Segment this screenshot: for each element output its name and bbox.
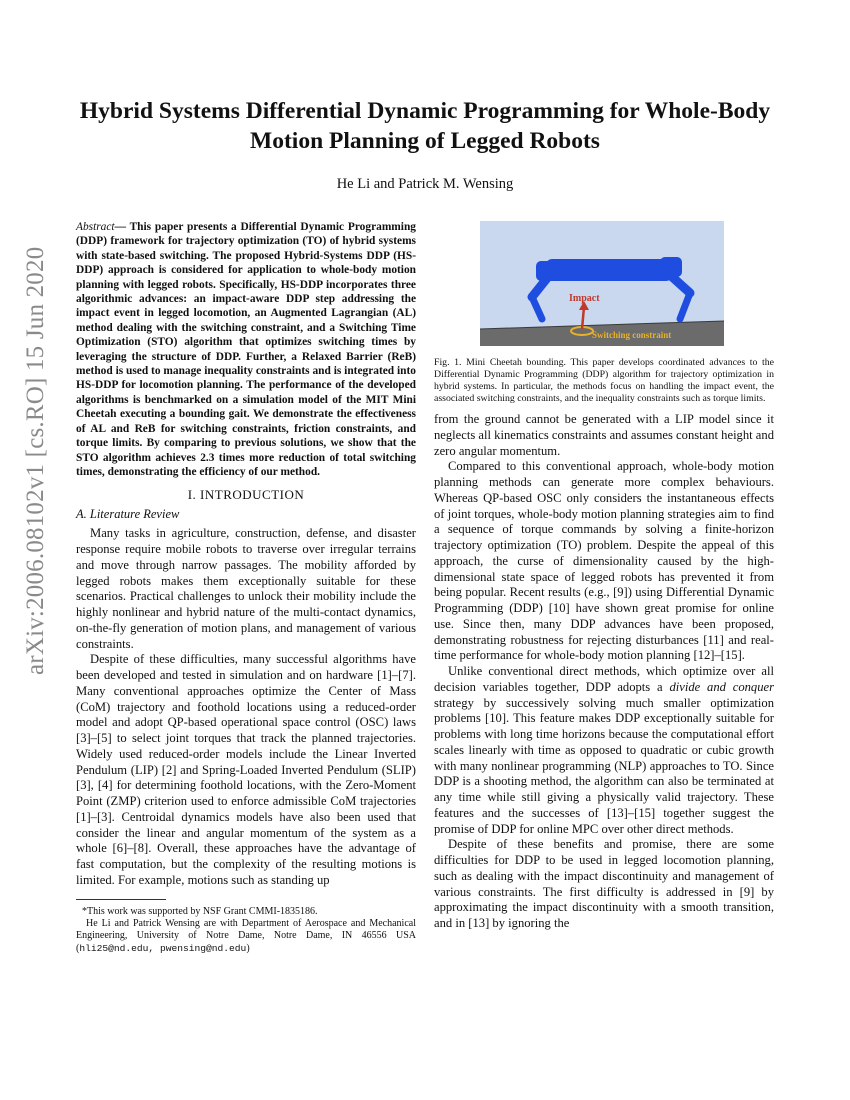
figure-caption: Fig. 1. Mini Cheetah bounding. This paper develops coordinated advances to the Differential Dynamic Programming (DDP) algorithm for trajectory optimization in hybrid systems. In particular, the methods focus on handling the impact event, the associated switching constraints, and the inequality constraints such as torque limits. <box>434 357 774 404</box>
switching-constraint-label: Switching constraint <box>592 330 672 340</box>
paper-authors: He Li and Patrick M. Wensing <box>336 176 514 192</box>
impact-label: Impact <box>569 293 600 304</box>
left-column <box>76 220 416 955</box>
subsection-heading-literature-review: A. Literature Review <box>76 507 180 522</box>
paper-title <box>60 96 790 156</box>
ddp-text-b: strategy by successively solving much smaller optimization problems [10]. This feature makes DDP exceptionally suitable for problems with long time horizons because the computational effort scales linearly with time as opposed to quadratic or cubic growth with many nonlinear programming (NLP) approaches to TO. Since DDP is a shooting method, the algorithm can also be terminated at any time while still giving a physically valid trajectory. These features and the successes of [13]–[15] together suggest the promise of DDP for online MPC over other direct methods. <box>434 695 774 836</box>
paragraph-whole-body: Compared to this conventional approach, whole-body motion planning methods can generate more complex behaviours. Whereas QP-based OSC only considers the instantaneous effects of joint torques, whole-body motion planning strategies aim to find a sequence of torque commands by solving a finite-horizon trajectory optimization (TO) problem. Despite the appeal of this approach, the curse of dimensionality caused by the high-dimensional state space of legged robots has prevented it from being popular. Recent results (e.g., [9]) using Differential Dynamic Programming (DDP) [10] have shown great promise for online use. Since then, many DDP advances have been proposed, demonstrating robustness for rejecting disturbances [11] and real-time performance for whole-body motion planning [12]–[15]. <box>434 459 774 663</box>
abstract-text: — This paper presents a Differential Dynamic Programming (DDP) framework for trajectory optimization (TO) of hybrid systems with state-based switching. The proposed Hybrid-Systems DDP (HS-DDP) approach is considered for application to whole-body motion planning with legged robots. Specifically, HS-DDP incorporates three algorithmic advances: an impact-aware DDP step addressing the impact event in legged locomotion, an Augmented Lagrangian (AL) method dealing with the switching constraint, and a Switching Time Optimization (STO) algorithm that optimizes switching times by leveraging the structure of DDP. Further, a Relaxed Barrier (ReB) method is used to manage inequality constraints and is integrated into HS-DDP for locomotion planning. The performance of the developed algorithms is benchmarked on a simulation model of the MIT Mini Cheetah executing a bounding gait. We demonstrate the effectiveness of AL and ReB for switching constraints, friction constraints, and torque limits. By comparing to previous solutions, we show that the STO algorithm achieves 2.3 times more reduction of total switching times, demonstrating the efficiency of our method. <box>76 221 416 478</box>
title-line-2: Motion Planning of Legged Robots <box>250 128 600 154</box>
ddp-emphasis: divide and conquer <box>669 679 774 694</box>
title-line-1: Hybrid Systems Differential Dynamic Programming for Whole-Body <box>79 98 771 124</box>
paragraph-intro-1: Many tasks in agriculture, construction, defense, and disaster response require mobile robots to traverse over irregular terrains and move through narrow passages. The mobility afforded by legged robots makes them exceptionally suitable for these scenarios. Practical challenges to unlock their mobility include the highly nonlinear and hybrid nature of the multi-contact dynamics, on-the-fly generation of motion plans, and management of various constraints. <box>76 526 416 651</box>
author-emails: hli25@nd.edu, pwensing@nd.edu <box>79 942 247 954</box>
paragraph-continued: from the ground cannot be generated with a LIP model since it neglects all kinematics constraints and assumes constant height and zero angular momentum. <box>434 412 774 458</box>
robot-body <box>546 259 672 281</box>
affiliation-text: He Li and Patrick Wensing are with Department of Aerospace and Mechanical Engineering, University of Notre Dame, Notre Dame, IN 46556 USA ( <box>76 917 416 954</box>
footnote-divider <box>76 899 166 900</box>
paragraph-intro-2: Despite of these difficulties, many successful algorithms have been developed and tested in simulation and on hardware [1]–[7]. Many conventional approaches optimize the Center of Mass (CoM) trajectory and foothold locations using a reduced-order model and adopt QP-based operational space control (OSC) laws [3]–[5] to select joint torques that track the planned trajectories. Widely used reduced-order models include the Linear Inverted Pendulum (LIP) [2] and Spring-Loaded Inverted Pendulum (SLIP) [3], [4] for determining foothold locations, with the Zero-Moment Point (ZMP) criterion used to enforce admissible CoM trajectories [1]–[3]. Centroidal dynamics models have also been used that consider the linear and angular momentum of the system as a whole [6]–[8]. Overall, these approaches have the advantage of fast computation, but the complexity of the resulting motions is limited. For example, motions such as standing up <box>76 652 416 887</box>
right-column <box>434 220 774 932</box>
figure-mini-cheetah <box>434 221 772 346</box>
section-heading-introduction: I. INTRODUCTION <box>187 487 305 503</box>
footnote-affiliation <box>76 918 416 955</box>
affiliation-close: ) <box>246 942 250 954</box>
footnote-support: *This work was supported by NSF Grant CMMI-1835186. <box>82 905 318 917</box>
paragraph-ddp-advantages <box>434 664 774 837</box>
paragraph-ddp-difficulties: Despite of these benefits and promise, there are some difficulties for DDP to be used in legged locomotion planning, such as dealing with the impact discontinuity and management of various constraints. The first difficulty is addressed in [9] by approximating the impact discontinuity with a smooth transition, and in [13] by ignoring the <box>434 837 774 930</box>
arxiv-identifier: arXiv:2006.08102v1 [cs.RO] 15 Jun 2020 <box>22 246 49 675</box>
abstract-lead: Abstract <box>76 221 115 233</box>
ddp-text-a: Unlike conventional direct methods, which optimize over all decision variables together, DDP adopts a <box>434 664 774 694</box>
abstract <box>76 220 416 479</box>
